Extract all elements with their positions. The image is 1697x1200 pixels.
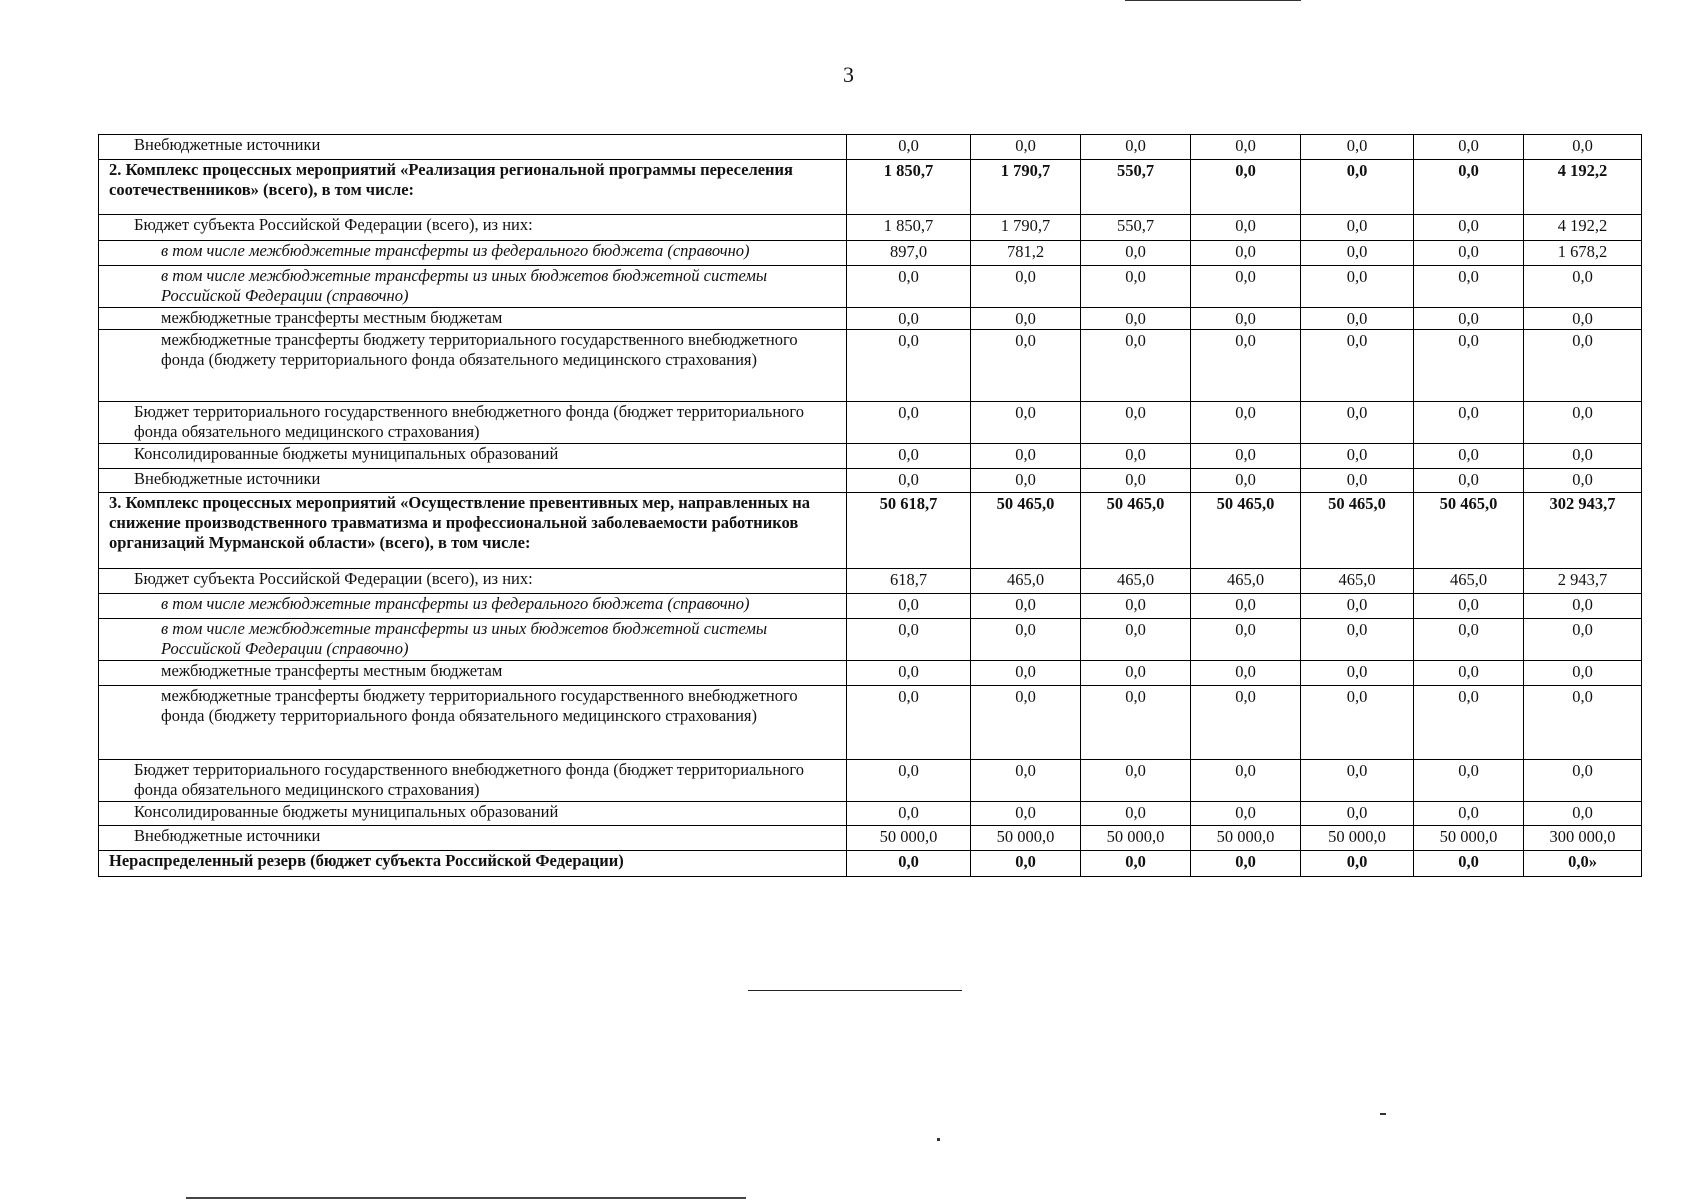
value-cell: 0,0 [1301, 469, 1414, 493]
value-cell: 0,0 [1081, 330, 1191, 402]
row-label: Бюджет субъекта Российской Федерации (всего), из них: [99, 215, 847, 241]
value-cell: 0,0 [971, 444, 1081, 469]
value-cell: 0,0 [1191, 308, 1301, 330]
value-cell: 0,0 [847, 402, 971, 444]
value-cell: 0,0 [1414, 135, 1524, 160]
value-cell: 618,7 [847, 569, 971, 594]
value-cell: 0,0 [1191, 160, 1301, 215]
value-cell: 465,0 [1301, 569, 1414, 594]
page-number: 3 [843, 62, 854, 87]
footer-rule [186, 1197, 746, 1199]
value-cell: 0,0 [1301, 619, 1414, 661]
value-cell: 0,0 [847, 619, 971, 661]
value-cell: 0,0 [847, 330, 971, 402]
value-cell: 0,0 [971, 594, 1081, 619]
value-cell: 0,0 [971, 661, 1081, 686]
value-cell: 0,0 [1524, 444, 1642, 469]
value-cell: 0,0 [1301, 444, 1414, 469]
value-cell: 0,0 [1191, 469, 1301, 493]
value-cell: 0,0 [1191, 619, 1301, 661]
value-cell: 0,0 [1301, 308, 1414, 330]
value-cell: 0,0 [847, 444, 971, 469]
value-cell: 0,0 [1524, 760, 1642, 802]
value-cell: 0,0 [1301, 802, 1414, 826]
budget-table-body [99, 135, 1642, 877]
value-cell: 0,0 [1524, 135, 1642, 160]
value-cell: 1 790,7 [971, 215, 1081, 241]
value-cell: 0,0 [1524, 308, 1642, 330]
value-cell: 0,0 [1414, 330, 1524, 402]
table-row [99, 308, 1642, 330]
value-cell: 0,0 [1191, 215, 1301, 241]
value-cell: 465,0 [1414, 569, 1524, 594]
scan-speck [1380, 1113, 1386, 1115]
value-cell: 0,0 [847, 135, 971, 160]
table-row [99, 661, 1642, 686]
table-row [99, 402, 1642, 444]
table-row [99, 215, 1642, 241]
row-label: межбюджетные трансферты местным бюджетам [99, 308, 847, 330]
value-cell: 0,0 [1301, 594, 1414, 619]
value-cell: 0,0 [1524, 330, 1642, 402]
table-row [99, 760, 1642, 802]
budget-table [98, 134, 1642, 877]
value-cell: 0,0 [1301, 266, 1414, 308]
value-cell: 0,0 [1414, 686, 1524, 760]
value-cell: 0,0 [847, 760, 971, 802]
table-row [99, 619, 1642, 661]
value-cell: 0,0 [1414, 594, 1524, 619]
value-cell: 0,0 [971, 266, 1081, 308]
table-row [99, 569, 1642, 594]
value-cell: 0,0 [971, 330, 1081, 402]
value-cell: 0,0 [847, 661, 971, 686]
row-label: 2. Комплекс процессных мероприятий «Реализация региональной программы переселения соотечественников» (всего), в том числе: [99, 160, 847, 215]
table-row [99, 493, 1642, 569]
row-label: Бюджет субъекта Российской Федерации (всего), из них: [99, 569, 847, 594]
row-label: Внебюджетные источники [99, 135, 847, 160]
row-label: межбюджетные трансферты бюджету территориального государственного внебюджетного фонда (бюджету территориального фонда обязательного медицинского страхования) [99, 330, 847, 402]
value-cell: 0,0 [1301, 686, 1414, 760]
value-cell: 0,0 [1301, 661, 1414, 686]
value-cell: 50 000,0 [971, 826, 1081, 851]
value-cell: 0,0 [1191, 402, 1301, 444]
value-cell: 0,0 [847, 802, 971, 826]
value-cell: 0,0 [1191, 135, 1301, 160]
value-cell: 50 000,0 [1081, 826, 1191, 851]
value-cell: 0,0 [971, 308, 1081, 330]
row-label: в том числе межбюджетные трансферты из иных бюджетов бюджетной системы Российской Федерации (справочно) [99, 619, 847, 661]
value-cell: 0,0 [1081, 619, 1191, 661]
value-cell: 0,0 [1191, 241, 1301, 266]
value-cell: 1 678,2 [1524, 241, 1642, 266]
value-cell: 0,0 [1301, 241, 1414, 266]
value-cell: 0,0 [847, 686, 971, 760]
value-cell: 0,0 [847, 851, 971, 877]
value-cell: 0,0 [1414, 241, 1524, 266]
value-cell: 0,0 [1524, 661, 1642, 686]
value-cell: 0,0 [1301, 330, 1414, 402]
value-cell: 0,0 [1081, 469, 1191, 493]
row-label: 3. Комплекс процессных мероприятий «Осуществление превентивных мер, направленных на снижение производственного травматизма и профессиональной заболеваемости работников организаций Мурманской области» (всего), в том числе: [99, 493, 847, 569]
value-cell: 0,0 [1081, 686, 1191, 760]
value-cell: 0,0 [1081, 266, 1191, 308]
row-label: в том числе межбюджетные трансферты из федерального бюджета (справочно) [99, 594, 847, 619]
table-row [99, 330, 1642, 402]
value-cell: 0,0 [1081, 135, 1191, 160]
value-cell: 0,0 [1524, 686, 1642, 760]
value-cell: 50 465,0 [1301, 493, 1414, 569]
value-cell: 0,0 [1081, 661, 1191, 686]
table-row [99, 469, 1642, 493]
table-row [99, 444, 1642, 469]
value-cell: 0,0 [1524, 469, 1642, 493]
value-cell: 0,0 [1414, 402, 1524, 444]
row-label: межбюджетные трансферты местным бюджетам [99, 661, 847, 686]
value-cell: 50 618,7 [847, 493, 971, 569]
value-cell: 0,0 [1081, 402, 1191, 444]
value-cell: 0,0 [847, 469, 971, 493]
value-cell: 0,0 [1414, 444, 1524, 469]
value-cell: 0,0 [1414, 266, 1524, 308]
row-label: Консолидированные бюджеты муниципальных образований [99, 802, 847, 826]
value-cell: 0,0 [1301, 135, 1414, 160]
value-cell: 2 943,7 [1524, 569, 1642, 594]
value-cell: 0,0 [1081, 444, 1191, 469]
value-cell: 0,0 [1191, 330, 1301, 402]
value-cell: 302 943,7 [1524, 493, 1642, 569]
value-cell: 0,0 [971, 802, 1081, 826]
value-cell: 0,0 [1191, 851, 1301, 877]
value-cell: 0,0 [847, 266, 971, 308]
value-cell: 4 192,2 [1524, 160, 1642, 215]
value-cell: 0,0 [1524, 619, 1642, 661]
table-row [99, 266, 1642, 308]
value-cell: 550,7 [1081, 160, 1191, 215]
value-cell: 0,0» [1524, 851, 1642, 877]
scan-speck [937, 1138, 940, 1141]
value-cell: 0,0 [1414, 215, 1524, 241]
table-row [99, 241, 1642, 266]
row-label: Внебюджетные источники [99, 469, 847, 493]
value-cell: 50 000,0 [1301, 826, 1414, 851]
value-cell: 0,0 [971, 851, 1081, 877]
value-cell: 0,0 [1081, 802, 1191, 826]
value-cell: 300 000,0 [1524, 826, 1642, 851]
table-row [99, 826, 1642, 851]
value-cell: 0,0 [1414, 802, 1524, 826]
value-cell: 0,0 [1524, 802, 1642, 826]
row-label: Консолидированные бюджеты муниципальных образований [99, 444, 847, 469]
value-cell: 0,0 [1081, 241, 1191, 266]
value-cell: 0,0 [1414, 469, 1524, 493]
value-cell: 0,0 [1191, 802, 1301, 826]
value-cell: 0,0 [1414, 160, 1524, 215]
value-cell: 0,0 [1191, 686, 1301, 760]
value-cell: 50 000,0 [1414, 826, 1524, 851]
value-cell: 0,0 [1301, 402, 1414, 444]
closing-rule [748, 990, 962, 991]
value-cell: 0,0 [1414, 661, 1524, 686]
value-cell: 0,0 [971, 402, 1081, 444]
value-cell: 0,0 [1191, 661, 1301, 686]
value-cell: 4 192,2 [1524, 215, 1642, 241]
row-label: Бюджет территориального государственного внебюджетного фонда (бюджет территориального фонда обязательного медицинского страхования) [99, 402, 847, 444]
value-cell: 0,0 [1081, 308, 1191, 330]
value-cell: 781,2 [971, 241, 1081, 266]
value-cell: 0,0 [1301, 160, 1414, 215]
value-cell: 0,0 [1191, 594, 1301, 619]
value-cell: 50 000,0 [847, 826, 971, 851]
table-row [99, 594, 1642, 619]
value-cell: 50 465,0 [1191, 493, 1301, 569]
value-cell: 50 000,0 [1191, 826, 1301, 851]
top-edge-rule [1125, 0, 1301, 1]
value-cell: 0,0 [971, 469, 1081, 493]
row-label: межбюджетные трансферты бюджету территориального государственного внебюджетного фонда (бюджету территориального фонда обязательного медицинского страхования) [99, 686, 847, 760]
table-row [99, 160, 1642, 215]
value-cell: 0,0 [971, 619, 1081, 661]
value-cell: 0,0 [1191, 444, 1301, 469]
value-cell: 550,7 [1081, 215, 1191, 241]
value-cell: 0,0 [1081, 760, 1191, 802]
row-label: Нераспределенный резерв (бюджет субъекта Российской Федерации) [99, 851, 847, 877]
value-cell: 0,0 [1524, 266, 1642, 308]
value-cell: 465,0 [1191, 569, 1301, 594]
table-row [99, 802, 1642, 826]
value-cell: 1 850,7 [847, 160, 971, 215]
value-cell: 897,0 [847, 241, 971, 266]
value-cell: 465,0 [1081, 569, 1191, 594]
value-cell: 0,0 [1301, 851, 1414, 877]
value-cell: 50 465,0 [971, 493, 1081, 569]
value-cell: 50 465,0 [1081, 493, 1191, 569]
table-row [99, 135, 1642, 160]
value-cell: 0,0 [1081, 851, 1191, 877]
value-cell: 1 790,7 [971, 160, 1081, 215]
row-label: в том числе межбюджетные трансферты из федерального бюджета (справочно) [99, 241, 847, 266]
table-row [99, 851, 1642, 877]
value-cell: 0,0 [1191, 266, 1301, 308]
value-cell: 0,0 [1524, 402, 1642, 444]
value-cell: 465,0 [971, 569, 1081, 594]
table-row [99, 686, 1642, 760]
value-cell: 0,0 [847, 594, 971, 619]
value-cell: 50 465,0 [1414, 493, 1524, 569]
value-cell: 0,0 [971, 686, 1081, 760]
value-cell: 0,0 [1414, 308, 1524, 330]
value-cell: 0,0 [971, 135, 1081, 160]
value-cell: 0,0 [1414, 619, 1524, 661]
row-label: Внебюджетные источники [99, 826, 847, 851]
value-cell: 0,0 [1524, 594, 1642, 619]
value-cell: 0,0 [847, 308, 971, 330]
value-cell: 0,0 [1414, 851, 1524, 877]
value-cell: 0,0 [1301, 215, 1414, 241]
value-cell: 0,0 [971, 760, 1081, 802]
value-cell: 1 850,7 [847, 215, 971, 241]
value-cell: 0,0 [1301, 760, 1414, 802]
row-label: Бюджет территориального государственного внебюджетного фонда (бюджет территориального фонда обязательного медицинского страхования) [99, 760, 847, 802]
value-cell: 0,0 [1191, 760, 1301, 802]
value-cell: 0,0 [1081, 594, 1191, 619]
value-cell: 0,0 [1414, 760, 1524, 802]
row-label: в том числе межбюджетные трансферты из иных бюджетов бюджетной системы Российской Федерации (справочно) [99, 266, 847, 308]
